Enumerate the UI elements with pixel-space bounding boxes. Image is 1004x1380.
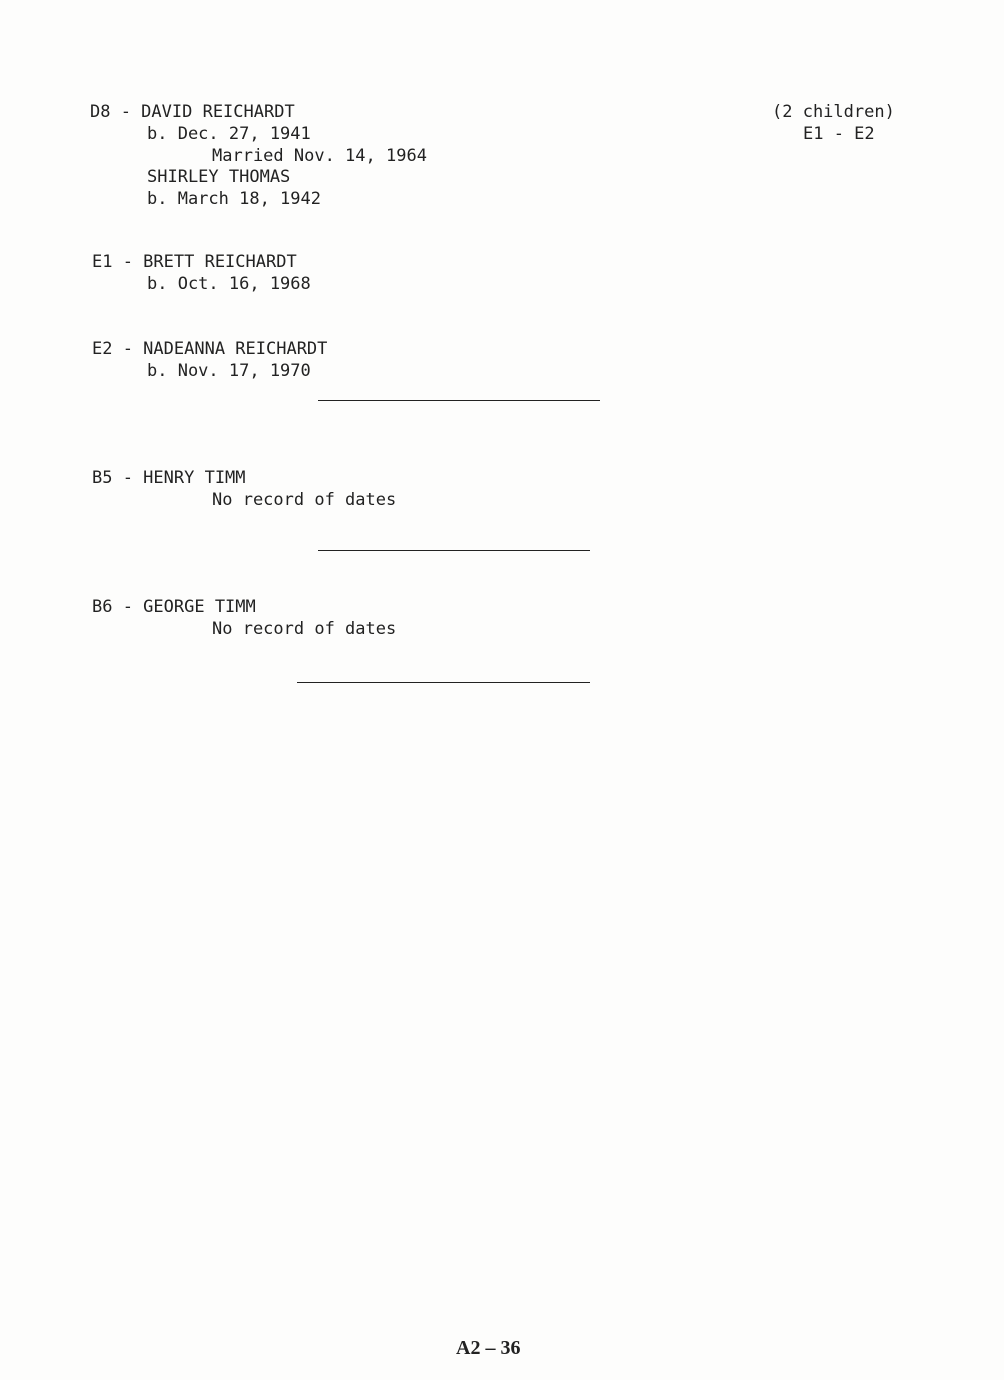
entry-e2-birth: b. Nov. 17, 1970 (147, 361, 311, 381)
section-divider (318, 400, 600, 401)
entry-d8-spouse: SHIRLEY THOMAS (147, 167, 291, 187)
entry-e1-heading: E1 - BRETT REICHARDT (92, 252, 297, 272)
entry-b6-heading: B6 - GEORGE TIMM (92, 597, 256, 617)
entry-b5-note: No record of dates (212, 490, 397, 510)
entry-d8-children-count: (2 children) (772, 102, 895, 122)
section-divider (297, 682, 590, 683)
entry-b5-heading: B5 - HENRY TIMM (92, 468, 246, 488)
entry-b6-note: No record of dates (212, 619, 397, 639)
page-number: A2 – 36 (456, 1337, 521, 1359)
entry-d8-heading: D8 - DAVID REICHARDT (90, 102, 295, 122)
entry-d8-children-refs: E1 - E2 (803, 124, 875, 144)
entry-d8-birth: b. Dec. 27, 1941 (147, 124, 311, 144)
entry-d8-marriage: Married Nov. 14, 1964 (212, 146, 427, 166)
entry-d8-spouse-birth: b. March 18, 1942 (147, 189, 321, 209)
entry-e1-birth: b. Oct. 16, 1968 (147, 274, 311, 294)
section-divider (318, 550, 590, 551)
entry-e2-heading: E2 - NADEANNA REICHARDT (92, 339, 328, 359)
